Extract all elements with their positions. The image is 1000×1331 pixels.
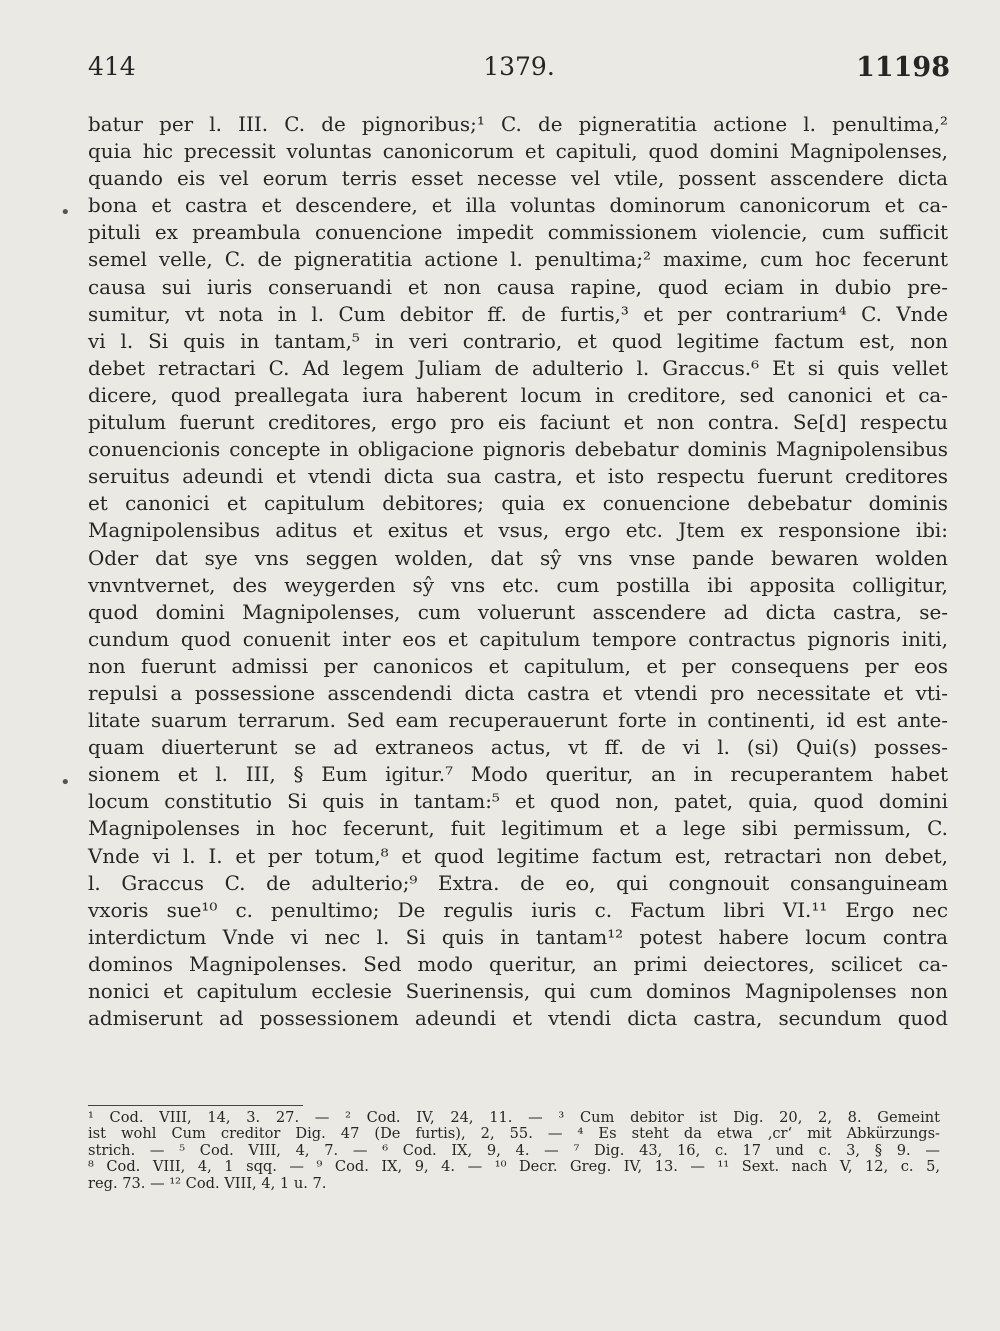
text-line: admiserunt ad possessionem adeundi et vtendi dicta castra, secundum quod [88, 1007, 948, 1031]
text-line: pituli ex preambula conuencione impedit commissionem violencie, cum sufficit [88, 221, 948, 245]
text-line: quod domini Magnipolenses, cum voluerunt asscendere ad dicta castra, se- [88, 600, 948, 624]
footnote-line: strich. — ⁵ Cod. VIII, 4, 7. — ⁶ Cod. IX, 9, 4. — ⁷ Dig. 43, 16, c. 17 und c. 3, § 9. — [88, 1141, 940, 1159]
text-line: sumitur, vt nota in l. Cum debitor ff. de furtis,³ et per contrarium⁴ C. Vnde [88, 302, 948, 326]
text-line: quia hic precessit voluntas canonicorum et capituli, quod domini Magnipolenses, [88, 140, 948, 164]
document-number: 11198 [856, 52, 950, 83]
body-text [88, 111, 948, 1032]
text-line: vxoris sue¹⁰ c. penultimo; De regulis iuris c. Factum libri VI.¹¹ Ergo nec [88, 898, 948, 922]
text-line: Magnipolensibus aditus et exitus et vsus, ergo etc. Jtem ex responsione ibi: [88, 519, 948, 543]
page-number: 414 [88, 52, 136, 81]
text-line: sionem et l. III, § Eum igitur.⁷ Modo queritur, an in recuperantem habet [88, 763, 948, 787]
text-line: repulsi a possessione asscendendi dicta castra et vtendi pro necessitate et vti- [88, 681, 948, 705]
text-line: vi l. Si quis in tantam,⁵ in veri contrario, et quod legitime factum est, non [88, 329, 948, 353]
text-line: cundum quod conuenit inter eos et capitulum tempore contractus pignoris initi, [88, 627, 948, 651]
footnote-line: reg. 73. — ¹² Cod. VIII, 4, 1 u. 7. [88, 1174, 327, 1192]
text-line: dominos Magnipolenses. Sed modo queritur, an primi deiectores, scilicet ca- [88, 952, 948, 976]
text-line: vnvntvernet, des weygerden sŷ vns etc. cum postilla ibi apposita colligitur, [88, 573, 948, 597]
text-line: quando eis vel eorum terris esset necesse vel vtile, possent asscendere dicta [88, 167, 948, 191]
page-header [88, 52, 950, 92]
text-line: dicere, quod preallegata iura haberent locum in creditore, sed canonici et ca- [88, 383, 948, 407]
text-line: semel velle, C. de pigneratitia actione l. penultima;² maxime, cum hoc fecerunt [88, 248, 948, 272]
text-line: pitulum fuerunt creditores, ergo pro eis faciunt et non contra. Se[d] respectu [88, 411, 948, 435]
text-line: conuencionis concepte in obligacione pignoris debebatur dominis Magnipolensibus [88, 438, 948, 462]
text-line: causa sui iuris conseruandi et non causa rapine, quod eciam in dubio pre- [88, 275, 948, 299]
text-line: seruitus adeundi et vtendi dicta sua castra, et isto respectu fuerunt creditores [88, 465, 948, 489]
margin-mark: • [60, 772, 71, 793]
footnote-line: ⁸ Cod. VIII, 4, 1 sqq. — ⁹ Cod. IX, 9, 4. — ¹⁰ Decr. Greg. IV, 13. — ¹¹ Sext. nach V, 12, c. 5, [88, 1158, 940, 1176]
text-line: interdictum Vnde vi nec l. Si quis in tantam¹² potest habere locum contra [88, 925, 948, 949]
text-line: quam diuerterunt se ad extraneos actus, vt ff. de vi l. (si) Qui(s) posses- [88, 736, 948, 760]
footnotes [88, 1110, 940, 1192]
text-line: non fuerunt admissi per canonicos et capitulum, et per consequens per eos [88, 654, 948, 678]
text-line: nonici et capitulum ecclesie Suerinensis, qui cum dominos Magnipolenses non [88, 980, 948, 1003]
text-line: l. Graccus C. de adulterio;⁹ Extra. de eo, qui congnouit consanguineam [88, 871, 948, 895]
footnote-divider [88, 1105, 303, 1106]
text-line: Oder dat sye vns seggen wolden, dat sŷ vns vnse pande bewaren wolden [88, 546, 948, 570]
document-year: 1379. [483, 52, 555, 81]
text-line: Magnipolenses in hoc fecerunt, fuit legitimum et a lege sibi permissum, C. [88, 817, 948, 841]
footnote-line: ist wohl Cum creditor Dig. 47 (De furtis), 2, 55. — ⁴ Es steht da etwa ‚cr‘ mit Abkürzungs- [88, 1125, 940, 1143]
footnote-line: ¹ Cod. VIII, 14, 3. 27. — ² Cod. IV, 24, 11. — ³ Cum debitor ist Dig. 20, 2, 8. Gemeint [88, 1109, 940, 1126]
text-line: bona et castra et descendere, et illa voluntas dominorum canonicorum et ca- [88, 194, 948, 218]
text-line: litate suarum terrarum. Sed eam recuperauerunt forte in continenti, id est ante- [88, 709, 948, 733]
margin-mark: • [60, 202, 71, 223]
text-line: Vnde vi l. I. et per totum,⁸ et quod legitime factum est, retractari non debet, [88, 844, 948, 868]
text-line: debet retractari C. Ad legem Juliam de adulterio l. Graccus.⁶ Et si quis vellet [88, 356, 948, 380]
text-line: locum constitutio Si quis in tantam:⁵ et quod non, patet, quia, quod domini [88, 790, 948, 814]
text-line: et canonici et capitulum debitores; quia ex conuencione debebatur dominis [88, 492, 948, 516]
text-line: batur per l. III. C. de pignoribus;¹ C. de pigneratitia actione l. penultima,² [88, 113, 948, 136]
